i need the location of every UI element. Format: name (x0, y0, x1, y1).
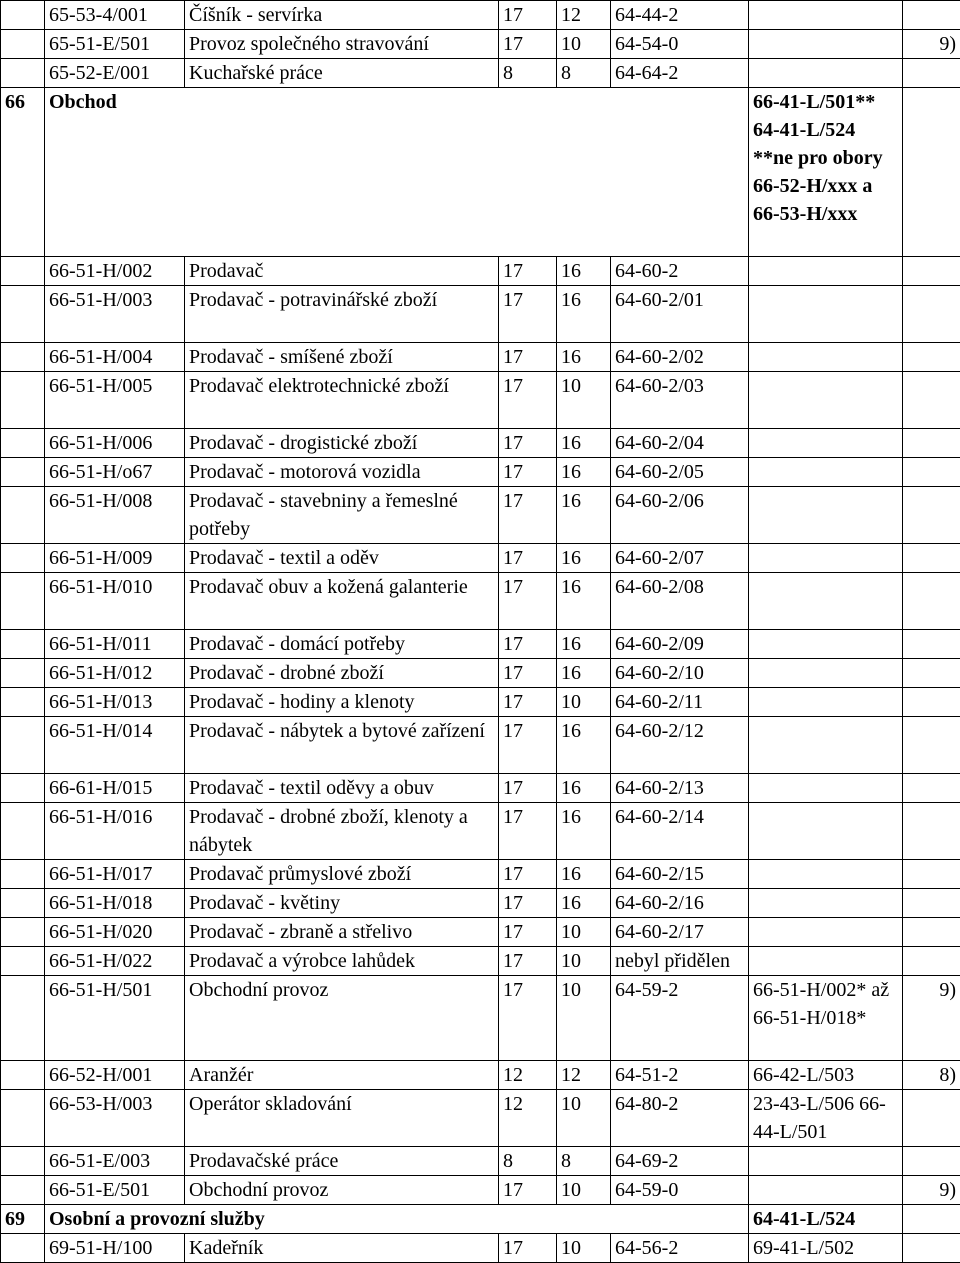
value-a-cell: 17 (499, 947, 557, 976)
code-cell: 66-52-H/001 (45, 1061, 185, 1090)
group-title-cell: Osobní a provozní služby (45, 1205, 749, 1234)
kkov-cell: 64-60-2/11 (611, 688, 749, 717)
value-a-cell: 17 (499, 630, 557, 659)
kkov-cell: 64-60-2/03 (611, 372, 749, 429)
value-b-cell: 16 (557, 860, 611, 889)
group-number-cell: 66 (1, 88, 45, 257)
group-number-cell (1, 803, 45, 860)
name-cell: Prodavač elektrotechnické zboží (185, 372, 499, 429)
kkov-cell: 64-44-2 (611, 1, 749, 30)
note-cell (903, 343, 960, 372)
follow-up-cell (749, 1, 903, 30)
group-number-cell (1, 1090, 45, 1147)
name-cell: Prodavač - potravinářské zboží (185, 286, 499, 343)
table-row (1, 59, 960, 88)
group-number-cell: 69 (1, 1205, 45, 1234)
code-cell: 66-51-H/501 (45, 976, 185, 1061)
table-row (1, 976, 960, 1061)
code-cell: 66-51-H/009 (45, 544, 185, 573)
kkov-cell: 64-60-2/17 (611, 918, 749, 947)
code-cell: 66-51-H/003 (45, 286, 185, 343)
group-number-cell (1, 343, 45, 372)
code-cell: 66-51-H/008 (45, 487, 185, 544)
value-b-cell: 10 (557, 947, 611, 976)
kkov-cell: 64-51-2 (611, 1061, 749, 1090)
name-cell: Číšník - servírka (185, 1, 499, 30)
kkov-cell: 64-60-2/14 (611, 803, 749, 860)
note-cell (903, 458, 960, 487)
table-row (1, 889, 960, 918)
code-cell: 65-51-E/501 (45, 30, 185, 59)
kkov-cell: 64-60-2/04 (611, 429, 749, 458)
name-cell: Prodavač - drobné zboží, klenoty a nábytek (185, 803, 499, 860)
table-row (1, 372, 960, 429)
group-number-cell (1, 458, 45, 487)
value-a-cell: 17 (499, 1234, 557, 1263)
note-cell: 9) (903, 1176, 960, 1205)
table-row (1, 487, 960, 544)
code-cell: 66-51-H/002 (45, 257, 185, 286)
table-row (1, 803, 960, 860)
table-row (1, 343, 960, 372)
follow-up-cell (749, 458, 903, 487)
value-b-cell: 10 (557, 688, 611, 717)
value-a-cell: 8 (499, 1147, 557, 1176)
kkov-cell: 64-60-2/01 (611, 286, 749, 343)
value-b-cell: 12 (557, 1061, 611, 1090)
note-cell (903, 717, 960, 774)
follow-up-cell (749, 372, 903, 429)
group-number-cell (1, 1234, 45, 1263)
follow-up-cell (749, 30, 903, 59)
value-a-cell: 17 (499, 918, 557, 947)
note-cell (903, 1090, 960, 1147)
value-a-cell: 12 (499, 1061, 557, 1090)
value-b-cell: 16 (557, 803, 611, 860)
follow-up-cell: 69-41-L/502 (749, 1234, 903, 1263)
value-b-cell: 16 (557, 889, 611, 918)
value-b-cell: 16 (557, 343, 611, 372)
table-row (1, 573, 960, 630)
value-a-cell: 17 (499, 343, 557, 372)
value-a-cell: 17 (499, 1176, 557, 1205)
value-b-cell: 16 (557, 544, 611, 573)
name-cell: Operátor skladování (185, 1090, 499, 1147)
name-cell: Prodavač - motorová vozidla (185, 458, 499, 487)
code-cell: 66-51-H/o67 (45, 458, 185, 487)
table-row (1, 1, 960, 30)
code-cell: 65-53-4/001 (45, 1, 185, 30)
code-cell: 66-51-H/014 (45, 717, 185, 774)
table-row (1, 659, 960, 688)
value-b-cell: 16 (557, 630, 611, 659)
code-cell: 66-51-H/022 (45, 947, 185, 976)
note-cell (903, 286, 960, 343)
note-cell (903, 544, 960, 573)
name-cell: Obchodní provoz (185, 1176, 499, 1205)
value-b-cell: 16 (557, 717, 611, 774)
value-b-cell: 16 (557, 774, 611, 803)
value-a-cell: 17 (499, 976, 557, 1061)
kkov-cell: 64-60-2/08 (611, 573, 749, 630)
kkov-cell: 64-60-2/10 (611, 659, 749, 688)
value-a-cell: 17 (499, 889, 557, 918)
kkov-cell: 64-60-2/02 (611, 343, 749, 372)
value-b-cell: 10 (557, 1090, 611, 1147)
follow-up-cell (749, 1176, 903, 1205)
follow-up-cell (749, 688, 903, 717)
name-cell: Provoz společného stravování (185, 30, 499, 59)
group-number-cell (1, 918, 45, 947)
group-number-cell (1, 30, 45, 59)
code-cell: 66-51-H/006 (45, 429, 185, 458)
follow-up-cell (749, 918, 903, 947)
follow-up-cell (749, 717, 903, 774)
follow-up-cell: 66-41-L/501** 64-41-L/524 **ne pro obory 66-52-H/xxx a 66-53-H/xxx (749, 88, 903, 257)
note-cell (903, 59, 960, 88)
group-number-cell (1, 659, 45, 688)
group-number-cell (1, 1147, 45, 1176)
kkov-cell: 64-59-0 (611, 1176, 749, 1205)
group-number-cell (1, 59, 45, 88)
table-row (1, 257, 960, 286)
table-row (1, 947, 960, 976)
value-b-cell: 16 (557, 659, 611, 688)
value-b-cell: 16 (557, 573, 611, 630)
value-a-cell: 17 (499, 487, 557, 544)
value-a-cell: 12 (499, 1090, 557, 1147)
name-cell: Prodavač (185, 257, 499, 286)
value-a-cell: 17 (499, 1, 557, 30)
table-row (1, 688, 960, 717)
table-row (1, 918, 960, 947)
value-b-cell: 12 (557, 1, 611, 30)
value-b-cell: 16 (557, 429, 611, 458)
table-row (1, 1176, 960, 1205)
value-a-cell: 17 (499, 860, 557, 889)
kkov-cell: 64-59-2 (611, 976, 749, 1061)
value-a-cell: 17 (499, 803, 557, 860)
group-number-cell (1, 372, 45, 429)
follow-up-cell (749, 59, 903, 88)
name-cell: Prodavač - nábytek a bytové zařízení (185, 717, 499, 774)
code-cell: 66-51-H/013 (45, 688, 185, 717)
follow-up-cell (749, 1147, 903, 1176)
value-b-cell: 16 (557, 458, 611, 487)
table-row (1, 30, 960, 59)
table-body (1, 1, 960, 1263)
code-cell: 66-51-H/011 (45, 630, 185, 659)
group-number-cell (1, 286, 45, 343)
follow-up-cell (749, 630, 903, 659)
value-b-cell: 10 (557, 976, 611, 1061)
note-cell (903, 1234, 960, 1263)
name-cell: Prodavač - smíšené zboží (185, 343, 499, 372)
table-row (1, 717, 960, 774)
value-a-cell: 17 (499, 774, 557, 803)
note-cell (903, 947, 960, 976)
note-cell (903, 659, 960, 688)
group-number-cell (1, 717, 45, 774)
group-row (1, 1205, 960, 1234)
value-a-cell: 8 (499, 59, 557, 88)
table-row (1, 1147, 960, 1176)
table-row (1, 1234, 960, 1263)
name-cell: Prodavač průmyslové zboží (185, 860, 499, 889)
group-number-cell (1, 976, 45, 1061)
code-cell: 66-51-H/020 (45, 918, 185, 947)
kkov-cell: 64-56-2 (611, 1234, 749, 1263)
kkov-cell: 64-60-2/12 (611, 717, 749, 774)
value-b-cell: 16 (557, 286, 611, 343)
kkov-cell: 64-69-2 (611, 1147, 749, 1176)
kkov-cell: 64-60-2/16 (611, 889, 749, 918)
note-cell (903, 688, 960, 717)
code-cell: 66-51-H/017 (45, 860, 185, 889)
name-cell: Kadeřník (185, 1234, 499, 1263)
follow-up-cell (749, 803, 903, 860)
follow-up-cell: 66-51-H/002* až 66-51-H/018* (749, 976, 903, 1061)
note-cell (903, 1, 960, 30)
name-cell: Prodavač - zbraně a střelivo (185, 918, 499, 947)
follow-up-cell (749, 573, 903, 630)
note-cell (903, 573, 960, 630)
group-number-cell (1, 947, 45, 976)
kkov-cell: nebyl přidělen (611, 947, 749, 976)
code-cell: 66-51-H/005 (45, 372, 185, 429)
name-cell: Prodavač - domácí potřeby (185, 630, 499, 659)
follow-up-cell (749, 257, 903, 286)
value-a-cell: 17 (499, 544, 557, 573)
follow-up-cell (749, 774, 903, 803)
follow-up-cell (749, 487, 903, 544)
follow-up-cell (749, 544, 903, 573)
value-a-cell: 17 (499, 688, 557, 717)
name-cell: Prodavač - hodiny a klenoty (185, 688, 499, 717)
code-cell: 66-51-H/004 (45, 343, 185, 372)
kkov-cell: 64-60-2 (611, 257, 749, 286)
group-number-cell (1, 774, 45, 803)
value-b-cell: 10 (557, 372, 611, 429)
group-number-cell (1, 688, 45, 717)
group-number-cell (1, 889, 45, 918)
kkov-cell: 64-64-2 (611, 59, 749, 88)
kkov-cell: 64-80-2 (611, 1090, 749, 1147)
follow-up-cell: 64-41-L/524 (749, 1205, 903, 1234)
value-b-cell: 10 (557, 1176, 611, 1205)
value-b-cell: 8 (557, 59, 611, 88)
follow-up-cell (749, 659, 903, 688)
code-cell: 66-51-H/018 (45, 889, 185, 918)
follow-up-cell (749, 429, 903, 458)
value-a-cell: 17 (499, 717, 557, 774)
kkov-cell: 64-54-0 (611, 30, 749, 59)
note-cell: 8) (903, 1061, 960, 1090)
value-b-cell: 8 (557, 1147, 611, 1176)
note-cell (903, 630, 960, 659)
code-cell: 66-51-E/501 (45, 1176, 185, 1205)
value-b-cell: 16 (557, 487, 611, 544)
name-cell: Prodavač - textil a oděv (185, 544, 499, 573)
table-row (1, 544, 960, 573)
name-cell: Prodavač - drobné zboží (185, 659, 499, 688)
name-cell: Aranžér (185, 1061, 499, 1090)
follow-up-cell: 66-42-L/503 (749, 1061, 903, 1090)
note-cell (903, 1147, 960, 1176)
value-b-cell: 10 (557, 30, 611, 59)
group-row (1, 88, 960, 257)
table-row (1, 774, 960, 803)
value-b-cell: 16 (557, 257, 611, 286)
name-cell: Prodavačské práce (185, 1147, 499, 1176)
value-b-cell: 10 (557, 1234, 611, 1263)
note-cell: 9) (903, 30, 960, 59)
group-title-cell: Obchod (45, 88, 749, 257)
follow-up-cell (749, 889, 903, 918)
name-cell: Prodavač - květiny (185, 889, 499, 918)
code-cell: 65-52-E/001 (45, 59, 185, 88)
note-cell: 9) (903, 976, 960, 1061)
value-a-cell: 17 (499, 30, 557, 59)
note-cell (903, 429, 960, 458)
kkov-cell: 64-60-2/13 (611, 774, 749, 803)
follow-up-cell (749, 343, 903, 372)
note-cell (903, 803, 960, 860)
code-cell: 66-51-H/010 (45, 573, 185, 630)
value-a-cell: 17 (499, 573, 557, 630)
follow-up-cell: 23-43-L/506 66-44-L/501 (749, 1090, 903, 1147)
name-cell: Kuchařské práce (185, 59, 499, 88)
group-number-cell (1, 860, 45, 889)
table-row (1, 458, 960, 487)
group-number-cell (1, 257, 45, 286)
table-row (1, 630, 960, 659)
kkov-cell: 64-60-2/07 (611, 544, 749, 573)
group-number-cell (1, 429, 45, 458)
value-a-cell: 17 (499, 286, 557, 343)
note-cell (903, 88, 960, 257)
name-cell: Prodavač a výrobce lahůdek (185, 947, 499, 976)
code-cell: 66-51-H/012 (45, 659, 185, 688)
name-cell: Prodavač - drogistické zboží (185, 429, 499, 458)
group-number-cell (1, 1176, 45, 1205)
kkov-cell: 64-60-2/15 (611, 860, 749, 889)
value-a-cell: 17 (499, 429, 557, 458)
follow-up-cell (749, 947, 903, 976)
note-cell (903, 372, 960, 429)
note-cell (903, 487, 960, 544)
name-cell: Prodavač obuv a kožená galanterie (185, 573, 499, 630)
note-cell (903, 860, 960, 889)
name-cell: Prodavač - textil oděvy a obuv (185, 774, 499, 803)
kkov-cell: 64-60-2/05 (611, 458, 749, 487)
code-cell: 66-61-H/015 (45, 774, 185, 803)
code-cell: 66-53-H/003 (45, 1090, 185, 1147)
value-a-cell: 17 (499, 458, 557, 487)
code-cell: 69-51-H/100 (45, 1234, 185, 1263)
name-cell: Obchodní provoz (185, 976, 499, 1061)
table-row (1, 286, 960, 343)
group-number-cell (1, 544, 45, 573)
group-number-cell (1, 630, 45, 659)
group-number-cell (1, 1061, 45, 1090)
group-number-cell (1, 1, 45, 30)
follow-up-cell (749, 286, 903, 343)
table-row (1, 1090, 960, 1147)
note-cell (903, 889, 960, 918)
note-cell (903, 1205, 960, 1234)
note-cell (903, 918, 960, 947)
table-row (1, 1061, 960, 1090)
value-a-cell: 17 (499, 659, 557, 688)
group-number-cell (1, 573, 45, 630)
code-cell: 66-51-H/016 (45, 803, 185, 860)
kkov-cell: 64-60-2/09 (611, 630, 749, 659)
code-cell: 66-51-E/003 (45, 1147, 185, 1176)
kkov-cell: 64-60-2/06 (611, 487, 749, 544)
table-row (1, 860, 960, 889)
value-b-cell: 10 (557, 918, 611, 947)
value-a-cell: 17 (499, 372, 557, 429)
group-number-cell (1, 487, 45, 544)
follow-up-cell (749, 860, 903, 889)
value-a-cell: 17 (499, 257, 557, 286)
note-cell (903, 257, 960, 286)
name-cell: Prodavač - stavebniny a řemeslné potřeby (185, 487, 499, 544)
note-cell (903, 774, 960, 803)
table-row (1, 429, 960, 458)
